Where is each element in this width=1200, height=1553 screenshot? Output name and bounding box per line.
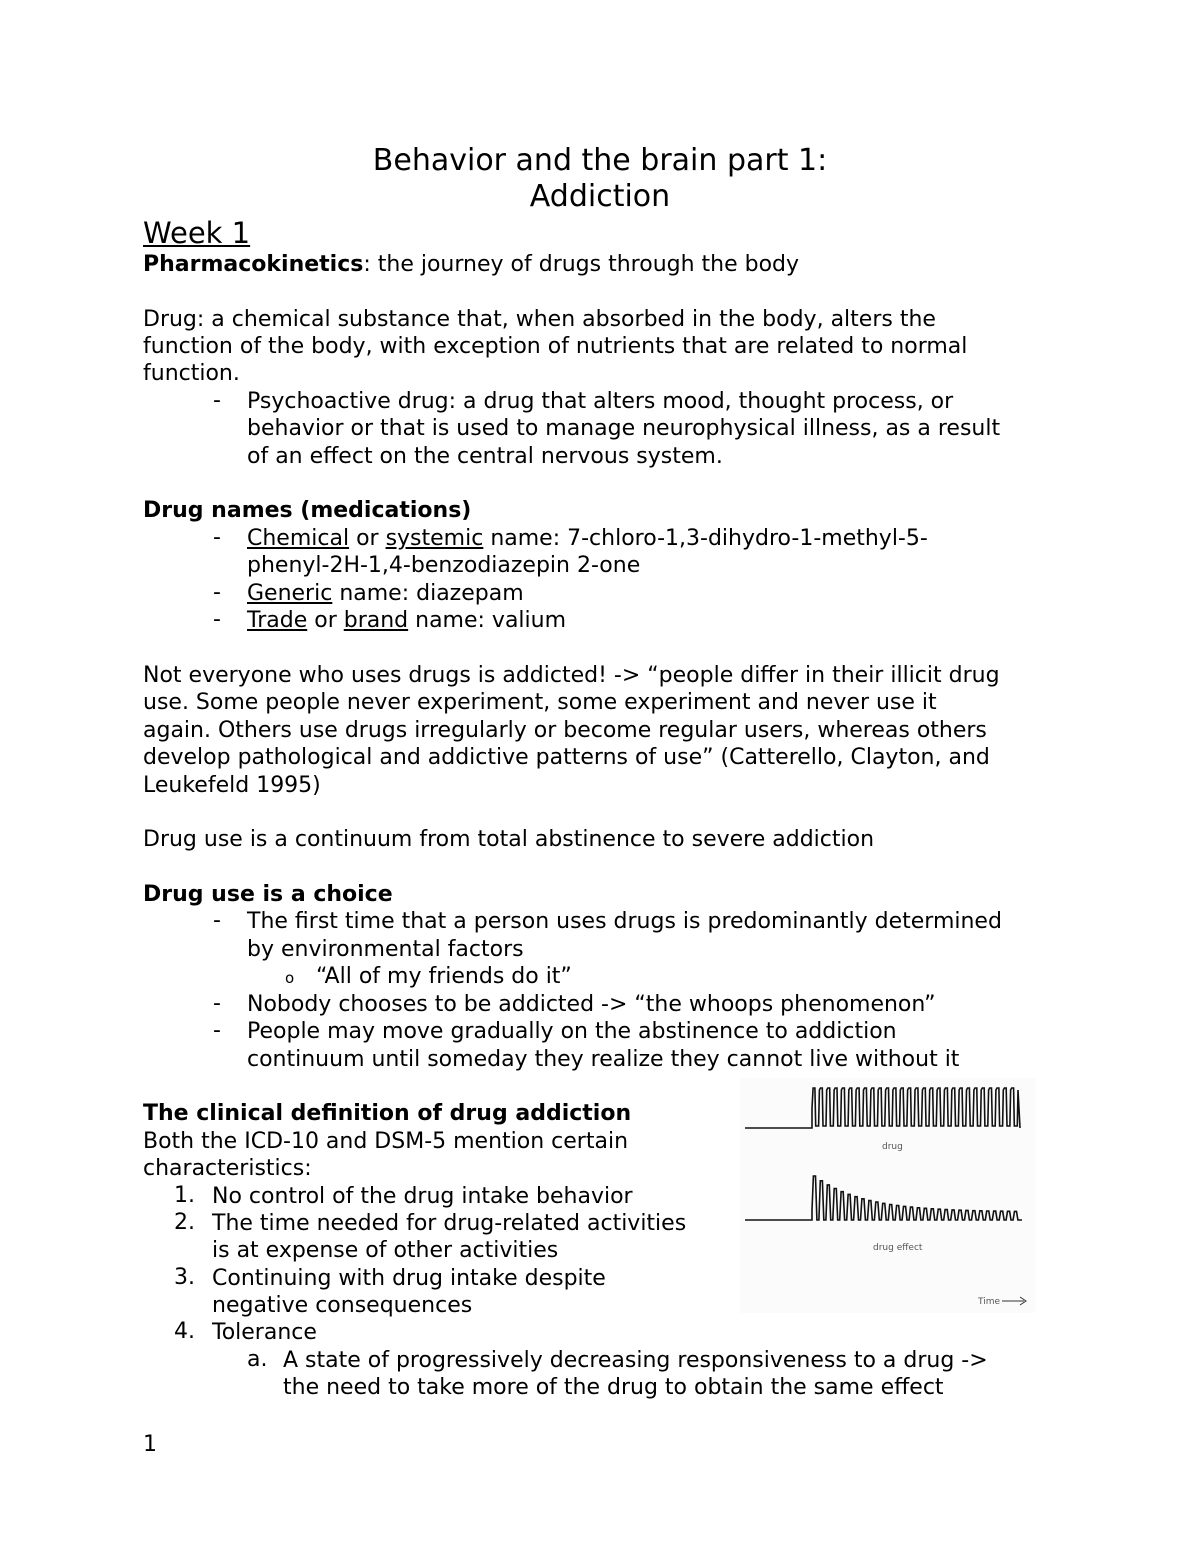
bullet-dash: -: [213, 1018, 221, 1043]
drug-label: drug: [882, 1142, 903, 1152]
psychoactive-definition-line: Psychoactive drug: a drug that alters mood, thought process, or: [247, 389, 954, 414]
list-number: 1.: [174, 1183, 195, 1208]
bullet-dash: -: [213, 580, 221, 605]
generic-term: Generic: [247, 581, 333, 606]
bullet-dash: -: [213, 525, 221, 550]
choice-item-line: The first time that a person uses drugs is predominantly determined: [247, 909, 1002, 934]
pharmacokinetics-definition: : the journey of drugs through the body: [363, 252, 800, 277]
tolerance-definition-line: A state of progressively decreasing responsiveness to a drug ->: [283, 1348, 988, 1373]
list-letter: a.: [247, 1347, 268, 1372]
choice-item-line: continuum until someday they realize they cannot live without it: [247, 1047, 960, 1072]
psychoactive-definition-line: behavior or that is used to manage neurophysical illness, as a result: [247, 416, 1001, 441]
clinical-intro-line: Both the ICD-10 and DSM-5 mention certain: [143, 1129, 629, 1154]
choice-item-line: Nobody chooses to be addicted -> “the whoops phenomenon”: [247, 992, 936, 1017]
trade-name-line: [247, 607, 566, 634]
bullet-dash: -: [213, 388, 221, 413]
pharmacokinetics-line: [143, 251, 799, 278]
clinical-heading: The clinical definition of drug addiction: [143, 1101, 632, 1126]
bullet-dash: -: [213, 607, 221, 632]
choice-item-line: People may move gradually on the abstinence to addiction: [247, 1019, 897, 1044]
drug-names-heading: Drug names (medications): [143, 498, 472, 523]
drug-definition-line: Drug: a chemical substance that, when absorbed in the body, alters the: [143, 307, 936, 332]
clinical-list-item: Tolerance: [212, 1320, 317, 1345]
chemical-term: Chemical: [247, 526, 350, 551]
not-everyone-line: again. Others use drugs irregularly or become regular users, whereas others: [143, 718, 987, 743]
page-number: 1: [143, 1432, 157, 1457]
clinical-list-item: Continuing with drug intake despite: [212, 1266, 606, 1291]
clinical-list-item: is at expense of other activities: [212, 1238, 559, 1263]
clinical-list-item: negative consequences: [212, 1293, 473, 1318]
tolerance-figure: [740, 1078, 1035, 1313]
not-everyone-line: Not everyone who uses drugs is addicted! -> “people differ in their illicit drug: [143, 663, 1000, 688]
bullet-dash: -: [213, 991, 221, 1016]
doc-title-line2: Addiction: [529, 179, 671, 214]
week-heading: Week 1: [143, 216, 251, 250]
sub-bullet-marker: o: [285, 969, 295, 987]
list-number: 3.: [174, 1265, 195, 1290]
trade-term: Trade: [247, 608, 308, 633]
connector-text: or: [349, 526, 386, 551]
drug-definition-line: function of the body, with exception of nutrients that are related to normal: [143, 334, 968, 359]
connector-text: or: [307, 608, 344, 633]
continuum-line: Drug use is a continuum from total abstinence to severe addiction: [143, 827, 875, 852]
trade-name-value: name: valium: [408, 608, 567, 633]
friends-quote: “All of my friends do it”: [316, 964, 572, 989]
not-everyone-line: use. Some people never experiment, some experiment and never use it: [143, 690, 937, 715]
generic-name-line: [247, 580, 524, 607]
clinical-intro-line: characteristics:: [143, 1156, 312, 1181]
figure-background: [740, 1078, 1035, 1313]
tolerance-definition-line: the need to take more of the drug to obtain the same effect: [283, 1375, 944, 1400]
drug-definition-line: function.: [143, 361, 240, 386]
not-everyone-line: develop pathological and addictive patterns of use” (Catterello, Clayton, and: [143, 745, 990, 770]
list-number: 4.: [174, 1319, 195, 1344]
not-everyone-line: Leukefeld 1995): [143, 773, 321, 798]
doc-title-line1: Behavior and the brain part 1:: [372, 143, 828, 178]
list-number: 2.: [174, 1210, 195, 1235]
brand-term: brand: [343, 608, 409, 633]
generic-name-value: name: diazepam: [332, 581, 524, 606]
chemical-name-value: name: 7-chloro-1,3-dihydro-1-methyl-5-: [483, 526, 928, 551]
clinical-list-item: No control of the drug intake behavior: [212, 1184, 633, 1209]
chemical-name-continued: phenyl-2H-1,4-benzodiazepin 2-one: [247, 553, 641, 578]
pharmacokinetics-term: Pharmacokinetics: [143, 252, 364, 277]
drug-effect-label: drug effect: [873, 1243, 923, 1253]
bullet-dash: -: [213, 908, 221, 933]
choice-heading: Drug use is a choice: [143, 882, 393, 907]
time-label: Time: [978, 1297, 1001, 1307]
systemic-term: systemic: [385, 526, 484, 551]
chemical-name-line: [247, 525, 928, 552]
psychoactive-definition-line: of an effect on the central nervous system.: [247, 444, 723, 469]
clinical-list-item: The time needed for drug-related activities: [212, 1211, 687, 1236]
choice-item-line: by environmental factors: [247, 937, 524, 962]
